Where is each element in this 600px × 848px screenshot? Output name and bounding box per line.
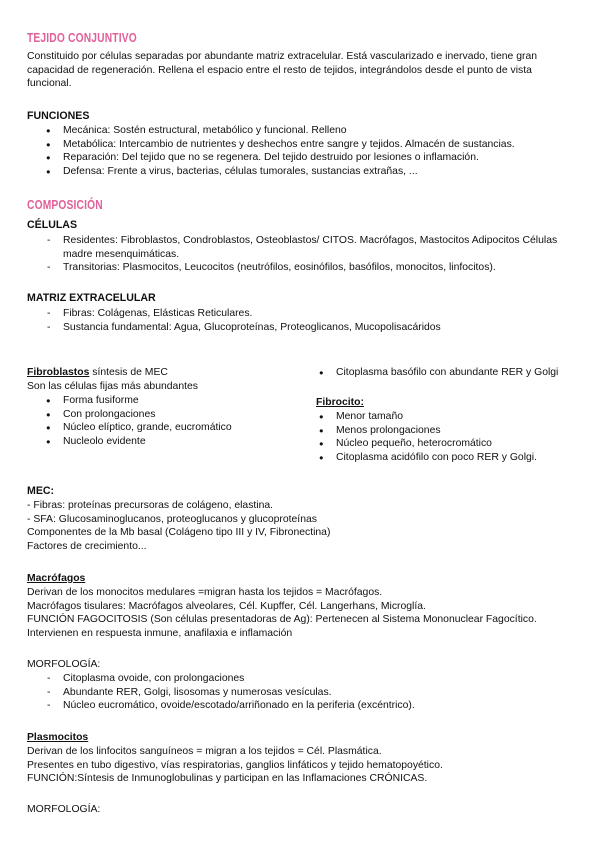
intro-paragraph: Constituido por células separadas por abundante matriz extracelular. Está vascularizado e inervado, tiene gran capacidad de regeneración. Rellena el espacio entre el resto de tejidos, integrándolos desde el punto de vista funcional. <box>27 51 538 90</box>
list-item: ● Citoplasma basófilo con abundante RER y Golgi <box>300 366 570 380</box>
fibrocito-list <box>300 410 580 464</box>
text-line: - SFA: Glucosaminoglucanos, proteoglucanos y glucoproteínas <box>27 513 317 525</box>
fibroblastos-subtitle: síntesis de MEC <box>89 367 168 378</box>
fibroblastos-line: Son las células fijas más abundantes <box>27 381 198 392</box>
section-title-tejido: TEJIDO CONJUNTIVO <box>27 31 137 45</box>
heading-matriz: MATRIZ EXTRACELULAR <box>27 292 156 304</box>
celulas-list <box>27 234 567 275</box>
text-line: Presentes en tubo digestivo, vías respiratorias, ganglios linfáticos y tejido hematopoyético. <box>27 759 443 771</box>
list-item: ● Nucleolo evidente <box>27 435 312 449</box>
heading-celulas: CÉLULAS <box>27 219 78 231</box>
list-item: ● Menor tamaño <box>300 410 580 424</box>
text-line: Factores de crecimiento... <box>27 540 147 552</box>
text-line: Macrófagos tisulares: Macrófagos alveolares, Cél. Kupffer, Cél. Langerhans, Microglía. <box>27 600 426 612</box>
fibroblastos-title: Fibroblastos <box>27 367 90 378</box>
list-item: - Citoplasma ovoide, con prolongaciones <box>27 672 575 686</box>
list-item: - Residentes: Fibroblastos, Condroblastos, Osteoblastos/ CITOS. Macrófagos, Mastocitos Adipocitos Células madre mesenquimáticas. <box>27 234 567 261</box>
macrofagos-morfologia-title: MORFOLOGÍA: <box>27 659 101 670</box>
list-item: - Sustancia fundamental: Agua, Glucoproteínas, Proteoglicanos, Mucopolisacáridos <box>27 321 575 335</box>
plasmocitos-title: Plasmocitos <box>27 732 89 743</box>
text-line: Derivan de los monocitos medulares =migran hasta los tejidos = Macrófagos. <box>27 587 383 598</box>
text-line: Componentes de la Mb basal (Colágeno tipo III y IV, Fibronectina) <box>27 527 331 539</box>
list-item: ● Mecánica: Sostén estructural, metabólico y funcional. Relleno <box>27 124 575 138</box>
macrofagos-lines <box>27 586 575 640</box>
list-item: ● Metabólica: Intercambio de nutrientes y deshechos entre sangre y tejidos. Almacén de sustancias. <box>27 138 575 152</box>
list-item: ● Forma fusiforme <box>27 394 312 408</box>
heading-funciones: FUNCIONES <box>27 110 90 122</box>
list-item: ● Núcleo elíptico, grande, eucromático <box>27 421 312 435</box>
text-line: FUNCIÓN FAGOCITOSIS (Son células presentadoras de Ag): Pertenecen al Sistema Mononuclear Fagocítico. Intervienen en respuesta inmune, anafilaxia e inflamación <box>27 614 537 639</box>
fibroblastos-list <box>27 394 312 448</box>
text-line: - Fibras: proteínas precursoras de colágeno, elastina. <box>27 500 274 511</box>
list-item: ● Citoplasma acidófilo con poco RER y Golgi. <box>300 451 580 465</box>
fibrocito-title: Fibrocito: <box>316 397 364 408</box>
fibroblastos-right-list <box>300 366 570 380</box>
text-line: Derivan de los linfocitos sanguíneos = migran a los tejidos = Cél. Plasmática. <box>27 746 382 757</box>
heading-mec: MEC: <box>27 485 55 497</box>
list-item: - Núcleo eucromático, ovoide/escotado/arriñonado en la periferia (excéntrico). <box>27 699 575 713</box>
section-title-composicion: COMPOSICIÓN <box>27 198 103 212</box>
list-item: - Abundante RER, Golgi, lisosomas y numerosas vesículas. <box>27 686 575 700</box>
funciones-list <box>27 124 575 178</box>
fibroblastos-heading <box>27 366 312 380</box>
macrofagos-morfologia-list <box>27 672 575 713</box>
list-item: ● Núcleo pequeño, heterocromático <box>300 437 580 451</box>
list-item: - Transitorias: Plasmocitos, Leucocitos (neutrófilos, eosinófilos, basófilos, monocitos, linfocitos). <box>27 261 567 275</box>
list-item: - Fibras: Colágenas, Elásticas Reticulares. <box>27 307 575 321</box>
plasmocitos-lines <box>27 745 575 786</box>
macrofagos-title: Macrófagos <box>27 573 86 584</box>
list-item: ● Reparación: Del tejido que no se regenera. Del tejido destruido por lesiones o inflamación. <box>27 151 575 165</box>
list-item: ● Defensa: Frente a virus, bacterias, células tumorales, sustancias extrañas, ... <box>27 165 575 179</box>
matriz-list <box>27 307 575 334</box>
list-item: ● Menos prolongaciones <box>300 424 580 438</box>
plasmocitos-morfologia-title: MORFOLOGÍA: <box>27 804 101 815</box>
list-item: ● Con prolongaciones <box>27 408 312 422</box>
text-line: FUNCIÓN:Síntesis de Inmunoglobulinas y participan en las Inflamaciones CRÓNICAS. <box>27 773 428 785</box>
mec-lines <box>27 499 575 553</box>
